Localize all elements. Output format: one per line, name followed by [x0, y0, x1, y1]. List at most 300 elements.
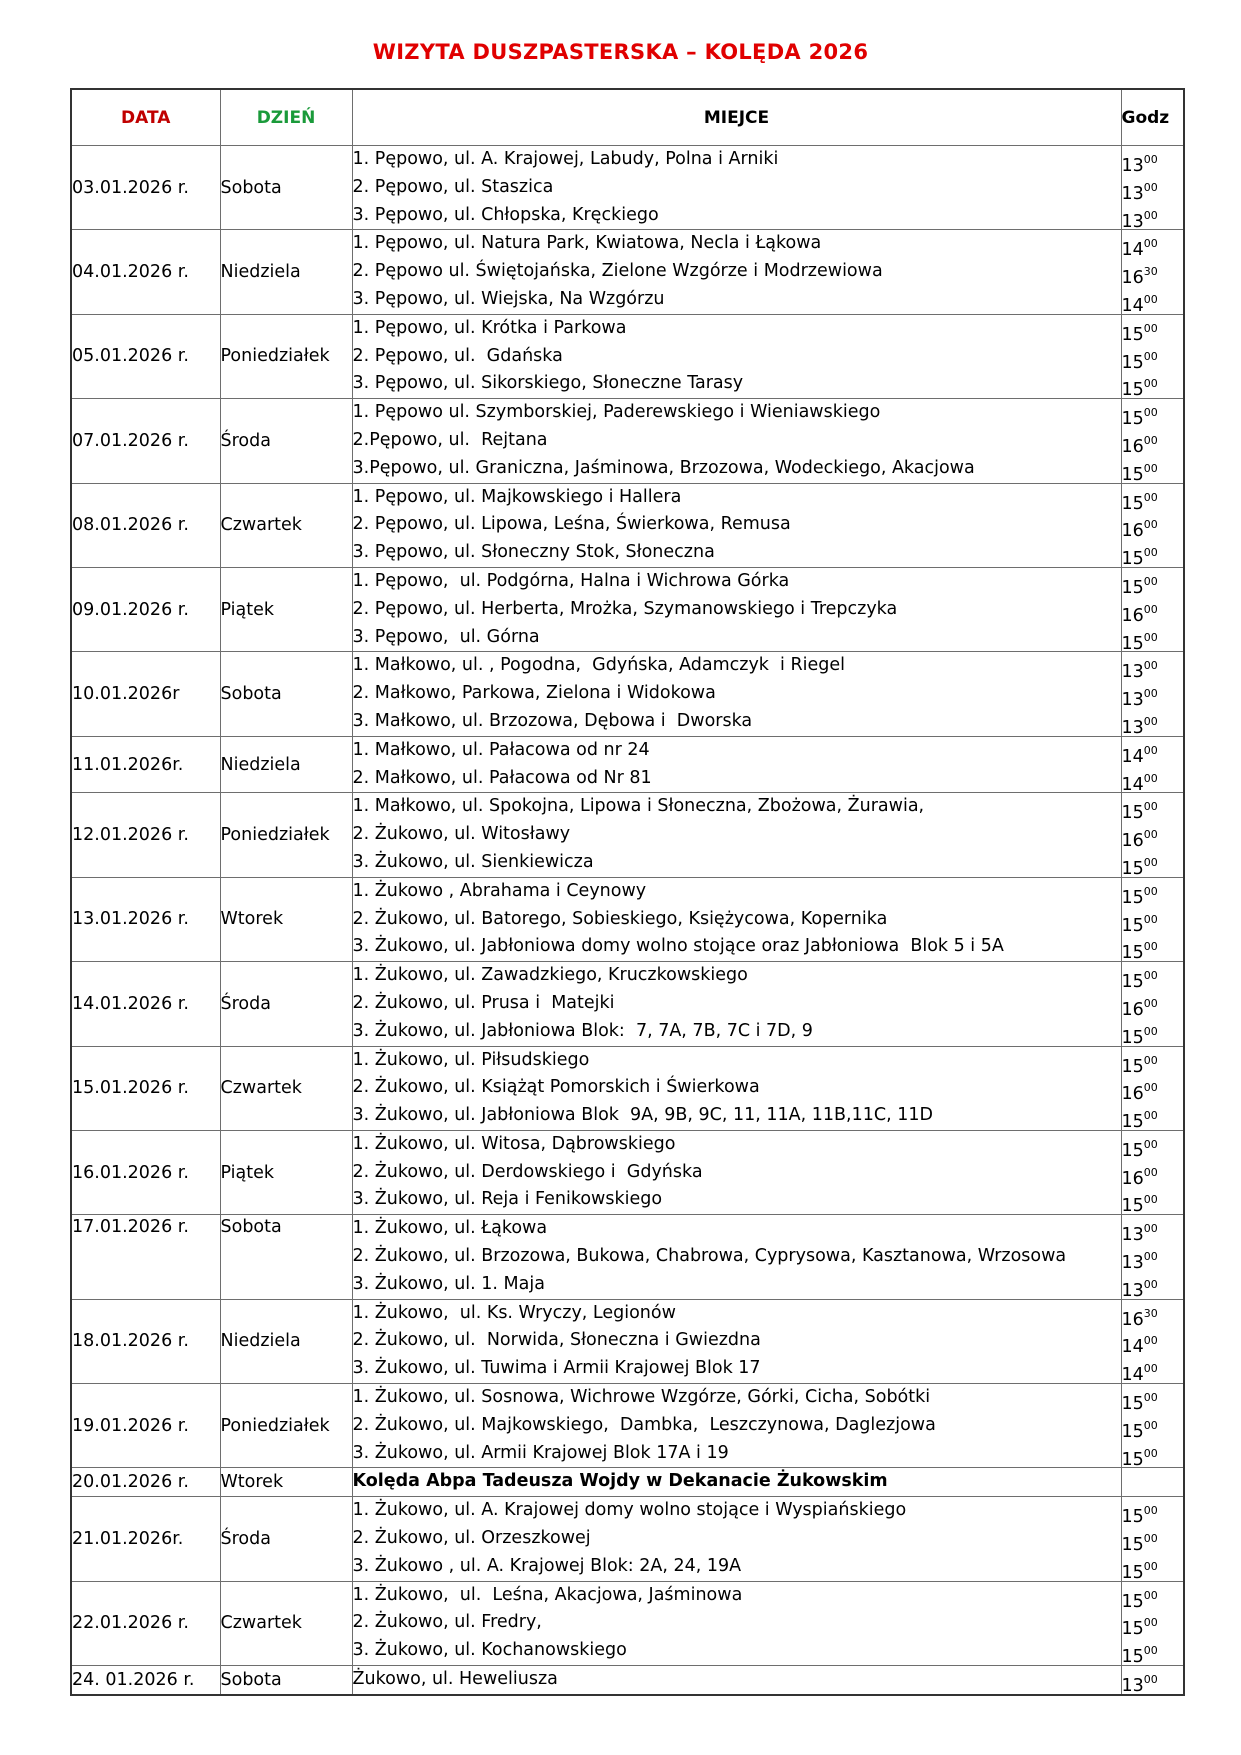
place-entry: 3. Żukowo, ul. Armii Krajowej Blok 17A i 19: [352, 1442, 729, 1463]
time-hour: 15: [1121, 1140, 1144, 1159]
place-entry: 2. Małkowo, ul. Pałacowa od Nr 81: [352, 767, 652, 788]
visit-weekday: Niedziela: [220, 1299, 352, 1383]
time-minutes: 00: [1143, 377, 1158, 391]
visit-places: [352, 1468, 1121, 1497]
visit-places: [352, 1130, 1121, 1214]
time-hour: 13: [1121, 211, 1144, 230]
time-minutes: 00: [1143, 1081, 1158, 1095]
place-entry: 1. Pępowo, ul. A. Krajowej, Labudy, Polna i Arniki: [352, 149, 779, 169]
time-minutes: 00: [1143, 180, 1158, 194]
time-hour: 15: [1121, 943, 1144, 962]
time-entry: [1122, 1186, 1184, 1214]
place-entry: 3. Żukowo, ul. Tuwima i Armii Krajowej Blok 17: [352, 1358, 761, 1379]
visit-weekday: Wtorek: [220, 1468, 352, 1497]
place-entry: 1. Żukowo , Abrahama i Ceynowy: [352, 880, 647, 901]
visit-times: [1121, 736, 1184, 793]
place-entry: 2. Pępowo, ul. Herberta, Mrożka, Szymanowskiego i Trepczyka: [352, 598, 898, 619]
visit-date: 11.01.2026r.: [71, 736, 220, 793]
time-minutes: 00: [1143, 1277, 1158, 1291]
time-hour: 15: [1121, 380, 1144, 399]
visit-places: [352, 314, 1121, 398]
time-minutes: 00: [1143, 630, 1158, 644]
time-hour: 15: [1121, 577, 1144, 596]
place-entry: 3. Żukowo, ul. 1. Maja: [352, 1273, 545, 1294]
table-row: [71, 483, 1184, 567]
visit-date: 03.01.2026 r.: [71, 146, 220, 230]
time-minutes: 00: [1143, 490, 1158, 504]
visit-weekday: Sobota: [220, 652, 352, 736]
time-hour: 13: [1121, 1280, 1144, 1299]
time-entry: [1122, 1666, 1184, 1694]
time-minutes: 00: [1143, 518, 1158, 532]
time-entry: [1122, 933, 1184, 961]
visit-times: [1121, 1384, 1184, 1468]
visit-weekday: Czwartek: [220, 483, 352, 567]
visit-places: [352, 1384, 1121, 1468]
place-entry: 2. Pępowo, ul. Staszica: [352, 176, 554, 197]
time-minutes: 30: [1143, 265, 1158, 279]
time-entry: [1122, 1497, 1184, 1525]
time-hour: 16: [1121, 268, 1144, 286]
time-entry: [1122, 708, 1184, 736]
place-entry: 2. Małkowo, Parkowa, Zielona i Widokowa: [352, 683, 716, 704]
time-hour: 15: [1121, 1394, 1144, 1412]
time-hour: 16: [1121, 1084, 1144, 1103]
table-row: [71, 1130, 1184, 1214]
time-entry: [1122, 484, 1184, 512]
time-hour: 15: [1121, 1591, 1144, 1610]
time-hour: 15: [1121, 464, 1144, 483]
visit-times: [1121, 652, 1184, 736]
time-minutes: 00: [1143, 1673, 1158, 1687]
place-entry: 1. Żukowo, ul. Ks. Wryczy, Legionów: [352, 1302, 676, 1323]
time-entry: [1122, 990, 1184, 1018]
visit-places: [352, 652, 1121, 736]
time-entry: [1122, 568, 1184, 596]
visit-times: [1121, 483, 1184, 567]
place-entry: 3. Małkowo, ul. Brzozowa, Dębowa i Dworska: [352, 710, 753, 731]
time-minutes: 00: [1143, 940, 1158, 954]
visit-places: [352, 399, 1121, 483]
time-entry: [1122, 680, 1184, 708]
time-minutes: 00: [1143, 461, 1158, 475]
visit-times: [1121, 1497, 1184, 1581]
time-minutes: 00: [1143, 687, 1158, 701]
visit-places: [352, 1666, 1121, 1695]
time-minutes: 00: [1143, 1250, 1158, 1264]
visit-date: 20.01.2026 r.: [71, 1468, 220, 1497]
place-entry: 2. Żukowo, ul. Prusa i Matejki: [352, 992, 615, 1013]
time-entry: [1122, 596, 1184, 624]
time-entry: [1122, 1637, 1184, 1665]
visit-date: 10.01.2026r: [71, 652, 220, 736]
time-hour: 13: [1121, 690, 1144, 708]
header-date: DATA: [71, 89, 220, 146]
visit-weekday: Poniedziałek: [220, 314, 352, 398]
time-hour: 16: [1121, 436, 1144, 455]
time-hour: 15: [1121, 1562, 1144, 1581]
place-entry: 1. Małkowo, ul. Pałacowa od nr 24: [352, 739, 650, 760]
visit-date: 16.01.2026 r.: [71, 1130, 220, 1214]
time-minutes: 00: [1143, 855, 1158, 869]
time-hour: 16: [1121, 605, 1144, 624]
time-minutes: 00: [1143, 743, 1158, 757]
time-entry: [1122, 1300, 1184, 1328]
time-minutes: 00: [1143, 406, 1158, 420]
visit-places: [352, 1299, 1121, 1383]
place-entry: 2. Pępowo, ul. Lipowa, Leśna, Świerkowa, Remusa: [352, 514, 791, 535]
place-entry: 3. Pępowo, ul. Chłopska, Kręckiego: [352, 204, 659, 225]
visit-weekday: Środa: [220, 1497, 352, 1581]
time-hour: 14: [1121, 746, 1144, 765]
visit-times: [1121, 1468, 1184, 1497]
time-hour: 13: [1121, 183, 1144, 202]
time-entry: [1122, 1468, 1184, 1496]
place-entry: 1. Pępowo ul. Szymborskiej, Paderewskiego i Wieniawskiego: [352, 402, 881, 423]
visit-weekday: Poniedziałek: [220, 1384, 352, 1468]
visit-date: 12.01.2026 r.: [71, 793, 220, 877]
time-minutes: 00: [1143, 1588, 1158, 1602]
time-minutes: 00: [1143, 321, 1158, 335]
time-minutes: 00: [1143, 1362, 1158, 1376]
time-minutes: 00: [1143, 1109, 1158, 1123]
schedule-table: [70, 88, 1185, 1696]
time-minutes: 00: [1143, 292, 1158, 306]
time-hour: 14: [1121, 774, 1144, 793]
visit-weekday: Sobota: [220, 1666, 352, 1695]
time-entry: [1122, 765, 1184, 793]
time-entry: [1122, 1271, 1184, 1299]
table-row: [71, 1666, 1184, 1695]
visit-times: [1121, 1581, 1184, 1665]
place-entry: 2. Żukowo, ul. Batorego, Sobieskiego, Księżycowa, Kopernika: [352, 908, 888, 929]
time-hour: 16: [1121, 521, 1144, 540]
place-entry: 2. Żukowo, ul. Majkowskiego, Dambka, Leszczynowa, Daglezjowa: [352, 1414, 936, 1435]
visit-weekday: Piątek: [220, 567, 352, 651]
place-entry: 2. Pępowo, ul. Gdańska: [352, 345, 563, 366]
place-entry: 1. Żukowo, ul. Zawadzkiego, Kruczkowskiego: [352, 965, 748, 986]
visit-times: [1121, 877, 1184, 961]
time-hour: 15: [1121, 1027, 1144, 1046]
table-row: [71, 1497, 1184, 1581]
visit-times: [1121, 146, 1184, 230]
visit-date: 17.01.2026 r.: [71, 1215, 220, 1299]
table-row: [71, 1384, 1184, 1468]
time-minutes: 00: [1143, 1222, 1158, 1236]
time-entry: [1122, 174, 1184, 202]
place-entry: 2. Pępowo ul. Świętojańska, Zielone Wzgórze i Modrzewiowa: [352, 261, 883, 282]
time-entry: [1122, 737, 1184, 765]
visit-weekday: Środa: [220, 962, 352, 1046]
time-minutes: 00: [1143, 1616, 1158, 1630]
table-row: [71, 146, 1184, 230]
place-entry: 1. Żukowo, ul. Piłsudskiego: [352, 1049, 590, 1070]
table-row: [71, 962, 1184, 1046]
place-entry: 2. Żukowo, ul. Brzozowa, Bukowa, Chabrowa, Cyprysowa, Kasztanowa, Wrzosowa: [352, 1246, 1067, 1267]
time-entry: [1122, 511, 1184, 539]
time-minutes: 00: [1143, 433, 1158, 447]
place-entry: 3. Żukowo , ul. A. Krajowej Blok: 2A, 24, 19A: [352, 1555, 742, 1576]
visit-date: 15.01.2026 r.: [71, 1046, 220, 1130]
time-minutes: 00: [1143, 884, 1158, 898]
visit-places: [352, 1497, 1121, 1581]
time-minutes: 00: [1143, 1137, 1158, 1151]
header-place: MIEJCE: [352, 89, 1121, 146]
place-entry: 3. Pępowo, ul. Słoneczny Stok, Słoneczna: [352, 542, 715, 563]
visit-weekday: Sobota: [220, 1215, 352, 1299]
place-entry: 2. Żukowo, ul. Książąt Pomorskich i Świerkowa: [352, 1077, 760, 1098]
time-entry: [1122, 1440, 1184, 1468]
visit-places: [352, 877, 1121, 961]
place-entry: 3. Pępowo, ul. Górna: [352, 626, 540, 647]
visit-places: [352, 230, 1121, 314]
time-entry: [1122, 286, 1184, 314]
visit-times: [1121, 314, 1184, 398]
table-row: [71, 736, 1184, 793]
time-hour: 15: [1121, 1535, 1144, 1553]
place-entry: 1. Pępowo, ul. Natura Park, Kwiatowa, Necla i Łąkowa: [352, 233, 822, 254]
time-entry: [1122, 146, 1184, 174]
visit-date: 14.01.2026 r.: [71, 962, 220, 1046]
time-entry: [1122, 343, 1184, 371]
time-minutes: 00: [1143, 1334, 1158, 1348]
time-entry: [1122, 1327, 1184, 1355]
time-minutes: 00: [1143, 771, 1158, 785]
time-minutes: 00: [1143, 574, 1158, 588]
time-minutes: 00: [1143, 1024, 1158, 1038]
time-hour: 13: [1121, 1676, 1144, 1694]
time-entry: [1122, 1131, 1184, 1159]
time-entry: [1122, 1553, 1184, 1581]
time-entry: [1122, 962, 1184, 990]
visit-times: [1121, 1046, 1184, 1130]
visit-date: 19.01.2026 r.: [71, 1384, 220, 1468]
place-entry: 3. Pępowo, ul. Wiejska, Na Wzgórzu: [352, 288, 665, 309]
visit-times: [1121, 793, 1184, 877]
visit-weekday: Niedziela: [220, 230, 352, 314]
time-minutes: 00: [1143, 546, 1158, 560]
time-entry: [1122, 399, 1184, 427]
visit-weekday: Piątek: [220, 1130, 352, 1214]
time-hour: 15: [1121, 1647, 1144, 1666]
time-minutes: 30: [1143, 1306, 1158, 1320]
visit-weekday: Czwartek: [220, 1046, 352, 1130]
visit-places: [352, 793, 1121, 877]
place-entry: 3. Żukowo, ul. Reja i Fenikowskiego: [352, 1189, 663, 1210]
time-hour: 15: [1121, 549, 1144, 567]
place-entry: 1. Pępowo, ul. Podgórna, Halna i Wichrowa Górka: [352, 570, 790, 591]
time-hour: 15: [1121, 1421, 1144, 1440]
time-hour: 15: [1121, 858, 1144, 877]
visit-date: 21.01.2026r.: [71, 1497, 220, 1581]
visit-places: [352, 146, 1121, 230]
visit-date: 05.01.2026 r.: [71, 314, 220, 398]
visit-times: [1121, 1666, 1184, 1695]
time-entry: [1122, 1582, 1184, 1610]
visit-places: [352, 483, 1121, 567]
time-hour: 16: [1121, 1168, 1144, 1187]
visit-date: 13.01.2026 r.: [71, 877, 220, 961]
table-row: [71, 877, 1184, 961]
visit-places: [352, 962, 1121, 1046]
visit-times: [1121, 962, 1184, 1046]
time-entry: [1122, 1074, 1184, 1102]
time-entry: [1122, 1609, 1184, 1637]
time-minutes: 00: [1143, 714, 1158, 728]
time-entry: [1122, 624, 1184, 652]
place-entry: 2. Żukowo, ul. Norwida, Słoneczna i Gwiezdna: [352, 1330, 761, 1351]
time-hour: 15: [1121, 1112, 1144, 1130]
visit-times: [1121, 1130, 1184, 1214]
time-hour: 15: [1121, 915, 1144, 934]
place-entry: 3. Żukowo, ul. Jabłoniowa Blok: 7, 7A, 7B, 7C i 7D, 9: [352, 1020, 813, 1041]
time-entry: [1122, 1018, 1184, 1046]
place-entry: 1. Małkowo, ul. , Pogodna, Gdyńska, Adamczyk i Riegel: [352, 655, 846, 676]
visit-places: [352, 1581, 1121, 1665]
time-minutes: 00: [1143, 996, 1158, 1010]
time-minutes: 00: [1143, 1418, 1158, 1432]
place-entry: 1. Żukowo, ul. Łąkowa: [352, 1218, 548, 1239]
time-hour: 15: [1121, 493, 1144, 512]
time-hour: 15: [1121, 352, 1144, 371]
time-hour: 13: [1121, 156, 1144, 174]
time-entry: [1122, 1215, 1184, 1243]
time-minutes: 00: [1143, 237, 1158, 251]
time-entry: [1122, 315, 1184, 343]
document-title: WIZYTA DUSZPASTERSKA – KOLĘDA 2026: [372, 40, 869, 64]
table-row: [71, 230, 1184, 314]
time-minutes: 00: [1143, 1391, 1158, 1405]
time-hour: 15: [1121, 1196, 1144, 1215]
time-entry: [1122, 370, 1184, 398]
time-entry: [1122, 1047, 1184, 1075]
time-hour: 13: [1121, 1225, 1144, 1244]
time-entry: [1122, 1102, 1184, 1130]
visit-weekday: Wtorek: [220, 877, 352, 961]
visit-date: 09.01.2026 r.: [71, 567, 220, 651]
visit-date: 04.01.2026 r.: [71, 230, 220, 314]
time-minutes: 00: [1143, 659, 1158, 673]
place-entry: Żukowo, ul. Heweliusza: [352, 1669, 558, 1690]
visit-times: [1121, 230, 1184, 314]
table-row: [71, 1581, 1184, 1665]
place-entry: 1. Żukowo, ul. Sosnowa, Wichrowe Wzgórze, Górki, Cicha, Sobótki: [352, 1387, 931, 1408]
time-hour: 14: [1121, 295, 1144, 314]
time-minutes: 00: [1143, 1644, 1158, 1658]
time-entry: [1122, 230, 1184, 258]
time-minutes: 00: [1143, 208, 1158, 222]
time-hour: 14: [1121, 240, 1144, 259]
time-entry: [1122, 652, 1184, 680]
time-minutes: 00: [1143, 349, 1158, 363]
time-hour: 15: [1121, 1056, 1144, 1075]
time-minutes: 00: [1143, 800, 1158, 814]
time-hour: 15: [1121, 1619, 1144, 1638]
place-entry: Kolęda Abpa Tadeusza Wojdy w Dekanacie Żukowskim: [352, 1471, 888, 1492]
time-entry: [1122, 1412, 1184, 1440]
time-minutes: 00: [1143, 969, 1158, 983]
time-minutes: 00: [1143, 1559, 1158, 1573]
place-entry: 2. Żukowo, ul. Derdowskiego i Gdyńska: [352, 1161, 703, 1182]
visit-weekday: Środa: [220, 399, 352, 483]
time-minutes: 00: [1143, 1193, 1158, 1207]
time-hour: 15: [1121, 803, 1144, 822]
time-minutes: 00: [1143, 1504, 1158, 1518]
time-minutes: 00: [1143, 912, 1158, 926]
time-hour: 13: [1121, 717, 1144, 736]
time-minutes: 00: [1143, 1446, 1158, 1460]
table-row: [71, 1468, 1184, 1497]
place-entry: 1. Pępowo, ul. Majkowskiego i Hallera: [352, 486, 682, 507]
time-entry: [1122, 1159, 1184, 1187]
visit-places: [352, 1215, 1121, 1299]
time-entry: [1122, 455, 1184, 483]
time-hour: 16: [1121, 1309, 1144, 1328]
visit-date: 24. 01.2026 r.: [71, 1666, 220, 1695]
header-row: [71, 89, 1184, 146]
place-entry: 2.Pępowo, ul. Rejtana: [352, 429, 548, 450]
time-hour: 15: [1121, 1507, 1144, 1526]
place-entry: 3.Pępowo, ul. Graniczna, Jaśminowa, Brzozowa, Wodeckiego, Akacjowa: [352, 457, 975, 478]
time-hour: 15: [1121, 887, 1144, 906]
place-entry: 1. Pępowo, ul. Krótka i Parkowa: [352, 317, 627, 338]
visit-date: 08.01.2026 r.: [71, 483, 220, 567]
place-entry: 2. Żukowo, ul. Witosławy: [352, 824, 571, 845]
table-row: [71, 652, 1184, 736]
time-entry: [1122, 821, 1184, 849]
place-entry: 3. Pępowo, ul. Sikorskiego, Słoneczne Tarasy: [352, 373, 744, 394]
visit-date: 18.01.2026 r.: [71, 1299, 220, 1383]
visit-times: [1121, 567, 1184, 651]
place-entry: 1. Żukowo, ul. A. Krajowej domy wolno stojące i Wyspiańskiego: [352, 1500, 907, 1521]
schedule-body: [71, 146, 1184, 1695]
table-row: [71, 1299, 1184, 1383]
place-entry: 1. Żukowo, ul. Witosa, Dąbrowskiego: [352, 1133, 676, 1154]
visit-times: [1121, 1299, 1184, 1383]
time-entry: [1122, 258, 1184, 286]
visit-weekday: Niedziela: [220, 736, 352, 793]
visit-places: [352, 736, 1121, 793]
time-entry: [1122, 202, 1184, 230]
time-hour: 16: [1121, 831, 1144, 849]
place-entry: 1. Małkowo, ul. Spokojna, Lipowa i Słoneczna, Zbożowa, Żurawia,: [352, 796, 925, 817]
place-entry: 2. Żukowo, ul. Orzeszkowej: [352, 1528, 591, 1549]
time-entry: [1122, 878, 1184, 906]
visit-date: 07.01.2026 r.: [71, 399, 220, 483]
time-hour: 14: [1121, 1365, 1144, 1384]
place-entry: 3. Żukowo, ul. Jabłoniowa domy wolno stojące oraz Jabłoniowa Blok 5 i 5A: [352, 936, 1004, 957]
time-hour: 13: [1121, 1253, 1144, 1271]
time-minutes: 00: [1143, 1053, 1158, 1067]
table-row: [71, 314, 1184, 398]
header-day: DZIEŃ: [220, 89, 352, 146]
time-entry: [1122, 906, 1184, 934]
table-row: [71, 399, 1184, 483]
visit-times: [1121, 1215, 1184, 1299]
place-entry: 3. Żukowo, ul. Jabłoniowa Blok 9A, 9B, 9C, 11, 11A, 11B,11C, 11D: [352, 1105, 933, 1126]
visit-weekday: Sobota: [220, 146, 352, 230]
table-row: [71, 793, 1184, 877]
time-entry: [1122, 1384, 1184, 1412]
time-minutes: 00: [1143, 602, 1158, 616]
visit-date: 22.01.2026 r.: [71, 1581, 220, 1665]
time-hour: 15: [1121, 324, 1144, 343]
time-hour: 16: [1121, 999, 1144, 1018]
time-entry: [1122, 1355, 1184, 1383]
place-entry: 3. Żukowo, ul. Sienkiewicza: [352, 851, 594, 872]
time-entry: [1122, 849, 1184, 877]
visit-weekday: Poniedziałek: [220, 793, 352, 877]
